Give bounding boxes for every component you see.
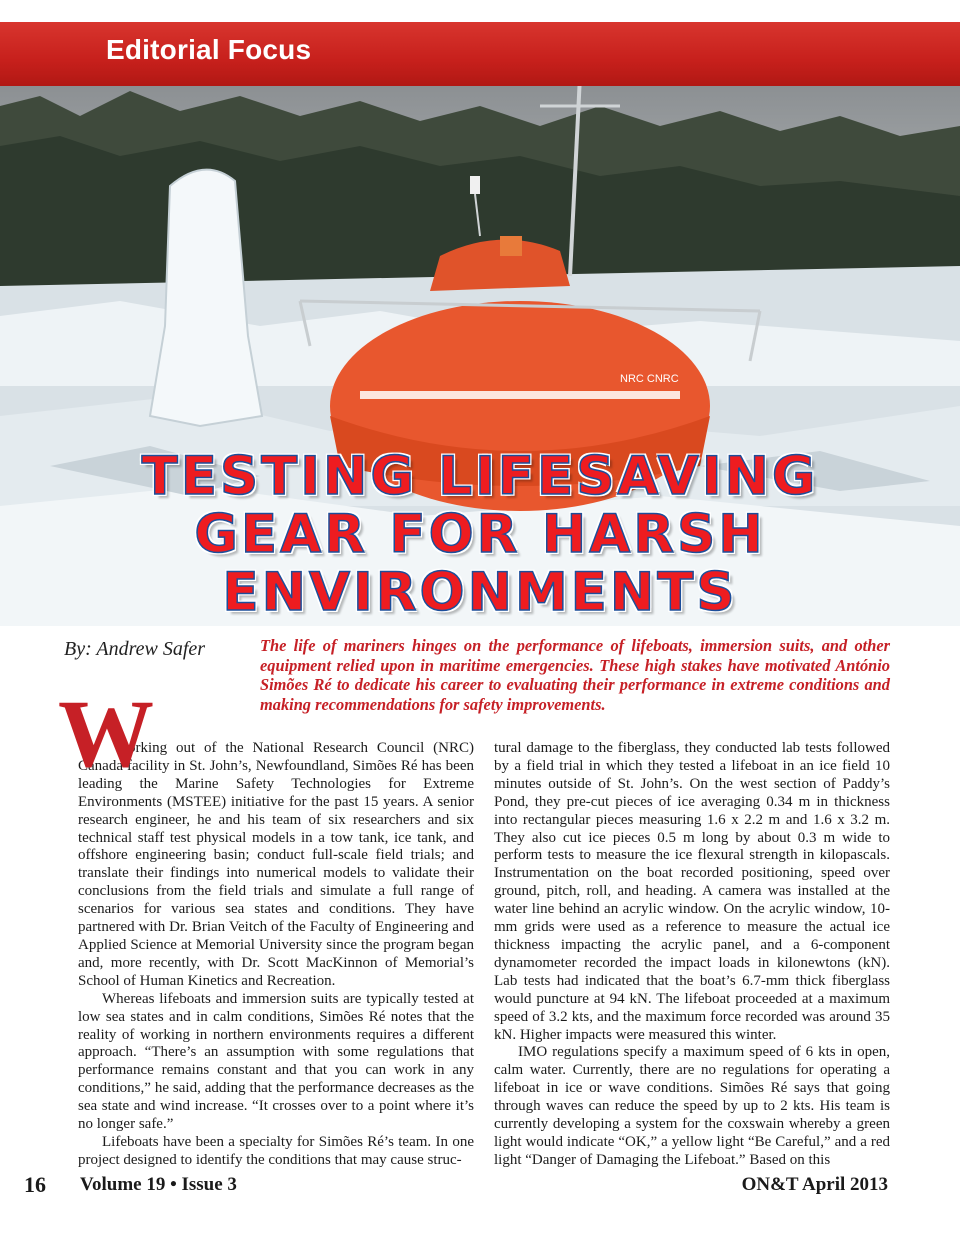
article-headline xyxy=(0,448,960,622)
issue-label: Volume 19 • Issue 3 xyxy=(80,1174,237,1195)
paragraph: orking out of the National Research Council (NRC) Canada facility in St. John’s, Newfoundland, Simões Ré has been leading the Marine Safety Technologies for Extreme Environments (MSTEE) initiative for the past 15 years. A senior research engineer, he and his team of six researchers and six technical staff test physical models in a tow tank, ice tank, and offshore engineering basin; conduct full-scale field trials; and translate their findings into numerical models to validate their conclusions from the field trials and simulate a full range of scenarios for various sea states and conditions. They have partnered with Dr. Brian Veitch of the Faculty of Engineering and Applied Science at Memorial University since the program began and, more recently, with Dr. Scott MacKinnon of Memorial’s School of Human Kinetics and Recreation. xyxy=(78,740,474,989)
section-banner xyxy=(0,22,960,86)
headline-line-3: ENVIRONMENTS xyxy=(222,562,738,623)
paragraph: IMO regulations specify a maximum speed of 6 kts in open, calm water. Currently, there are no regulations for operating a lifeboat in ice or wave conditions. Simões Ré says that going through waves can reduce the speed by up to 2 kts. His team is currently developing a system for the coxswain whereby a green light would indicate “OK,” a yellow light “Be Careful,” and a red light “Danger of Damaging the Lifeboat.” Based on this xyxy=(494,1044,890,1168)
section-title: Editorial Focus xyxy=(106,34,312,65)
byline: By: Andrew Safer xyxy=(64,638,206,660)
intro-deck: The life of mariners hinges on the performance of lifeboats, immersion suits, and other equipment relied upon in maritime emergencies. These high stakes have motivated António Simões Ré to dedicate his career to evaluating their performance in extreme conditions and making recommendations for safety improvements. xyxy=(260,636,890,714)
hull-marking: NRC CNRC xyxy=(620,373,679,385)
headline-line-2: GEAR FOR HARSH xyxy=(194,504,766,565)
drop-cap: W xyxy=(58,680,154,787)
publication-date: ON&T April 2013 xyxy=(741,1174,888,1195)
body-column-2 xyxy=(494,740,890,1170)
body-column-1 xyxy=(78,740,474,1170)
headline-line-1: TESTING LIFESAVING xyxy=(141,446,819,507)
page-number: 16 xyxy=(24,1172,46,1197)
paragraph: Whereas lifeboats and immersion suits are typically tested at low sea states and in calm conditions, Simões Ré notes that the reality of working in northern environments requires a different approach. “There’s an assumption with some regulations that performance remains constant and that you can work in any conditions,” he said, adding that the performance decreases as the sea state and wind increase. “It crosses over to a point where it’s no longer safe.” xyxy=(78,990,474,1133)
paragraph: Lifeboats have been a specialty for Simões Ré’s team. In one project designed to identify the conditions that may cause struc- xyxy=(78,1133,474,1168)
paragraph: tural damage to the fiberglass, they conducted lab tests followed by a field trial in which they tested a lifeboat in an ice field 10 minutes outside of St. John’s. On the west section of Paddy’s Pond, they pre-cut pieces of ice averaging 0.34 m in thickness into rectangular pieces measuring 1.6 x 2.2 m and 1.6 x 3.2 m. They also cut ice pieces 0.5 m long by about 0.3 m wide to perform tests to measure the ice flexural strength in kilopascals. Instrumentation on the boat recorded positioning, speed over ground, pitch, roll, and heading. A camera was installed at the water line behind an acrylic window. On the acrylic window, 10-mm grids were used as a reference to measure the actual ice thickness impacting the acrylic panel, and a 6-component dynamometer recorded the impact loads in kilonewtons (kN). Lab tests had indicated that the boat’s 6.7-mm thick fiberglass would puncture at 94 kN. The lifeboat proceeded at a maximum speed of 3.2 kts, and the maximum force recorded was around 35 kN. Higher impacts were measured this winter. xyxy=(494,740,890,1043)
